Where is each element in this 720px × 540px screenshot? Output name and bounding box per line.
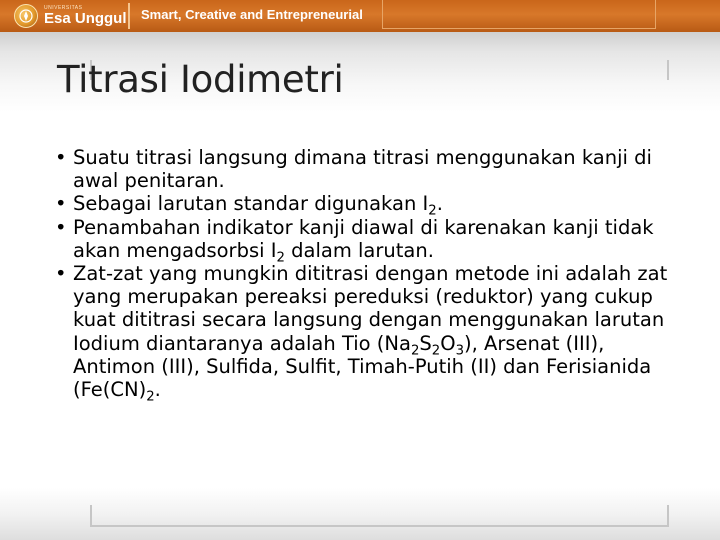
bullet-text: . — [154, 378, 161, 402]
bullet-text: dalam larutan. — [284, 238, 434, 262]
bullet-symbol: • — [55, 146, 67, 169]
bullet-text: ), Arsenat (III), Antimon (III), Sulfida, Sulfit, Timah-Putih (II) dan Ferisianida (Fe(CN) — [73, 331, 652, 402]
subscript: 2 — [146, 389, 155, 405]
bullet-text: S — [419, 331, 432, 355]
header-tagline: Smart, Creative and Entrepreneurial — [141, 7, 363, 22]
footer-line-right — [667, 505, 669, 527]
bullet-text: Penambahan indikator kanji diawal di karenakan kanji tidak akan mengadsorbsi I — [73, 215, 654, 262]
bullet-symbol: • — [55, 192, 67, 216]
bullet-list — [55, 146, 675, 405]
subscript: 2 — [276, 250, 285, 266]
subscript: 2 — [410, 343, 420, 359]
subscript: 2 — [431, 343, 441, 359]
header-bar — [0, 0, 720, 32]
bullet-text: . — [436, 192, 443, 216]
bullet-text: Zat-zat yang mungkin dititrasi dengan metode ini adalah zat yang merupakan pereaksi pereduksi (reduktor) yang cukup kuat dititrasi secara langsung dengan menggunakan larutan Iodium diantaranya adalah Tio (Na — [73, 262, 668, 355]
footer-line-bottom — [90, 525, 667, 527]
bullet-text: Sebagai larutan standar digunakan I — [73, 192, 429, 216]
footer-band — [0, 488, 720, 540]
bullet-symbol: • — [55, 215, 67, 239]
bullet-item — [55, 146, 675, 192]
bullet-text: O — [440, 331, 456, 355]
slide-title: Titrasi Iodimetri — [57, 58, 344, 101]
bullet-item — [55, 262, 675, 405]
subscript: 3 — [455, 343, 465, 359]
emblem-icon — [14, 4, 38, 28]
footer-line-left — [90, 505, 92, 527]
bullet-text: Suatu titrasi langsung dimana titrasi menggunakan kanji di awal penitaran. — [73, 146, 652, 193]
bullet-symbol: • — [55, 262, 67, 286]
subscript: 2 — [428, 204, 437, 220]
frame-line-right — [667, 60, 669, 80]
logo-small-text: UNIVERSITAS — [44, 5, 83, 11]
university-logo — [0, 0, 128, 32]
logo-name: Esa Unggul — [44, 10, 127, 27]
bullet-item — [55, 192, 675, 220]
bullet-item — [55, 215, 675, 266]
header-frame — [382, 0, 656, 29]
header-divider — [128, 3, 130, 29]
